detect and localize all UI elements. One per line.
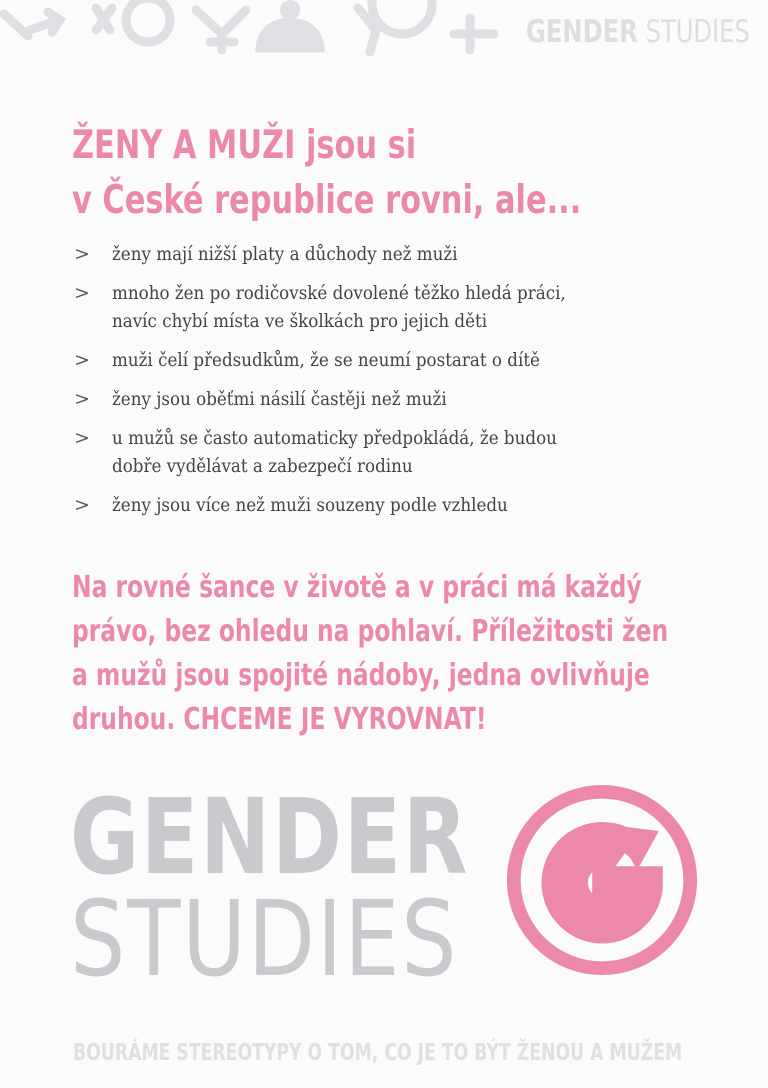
bullet-marker: > xyxy=(74,494,90,516)
female-symbol-icon xyxy=(196,10,246,50)
bullet-marker: > xyxy=(74,349,90,371)
list-item xyxy=(72,279,692,335)
list-item xyxy=(72,424,692,480)
bullet-line: dobře vydělávat a zabezpečí rodinu xyxy=(112,455,413,477)
bullet-marker: > xyxy=(74,427,90,449)
list-item xyxy=(72,491,692,519)
header-brand-bold: GENDER xyxy=(526,14,638,50)
statement-line-2: právo, bez ohledu na pohlaví. Příležitosti žen xyxy=(72,614,669,649)
bullet-line: u mužů se často automaticky předpokládá, že budou xyxy=(112,427,557,449)
logo-word-gender: GENDER xyxy=(70,776,470,898)
statement-line-1: Na rovné šance v životě a v práci má každý xyxy=(72,570,642,605)
bullet-line: ženy jsou více než muži souzeny podle vzhledu xyxy=(112,494,508,516)
bullet-marker: > xyxy=(74,243,90,265)
bullet-text xyxy=(112,346,675,374)
header-brand xyxy=(526,14,750,50)
statement-line-3: a mužů jsou spojité nádoby, jedna ovlivňuje xyxy=(72,658,650,693)
headline-line-1: ŽENY A MUŽI jsou si xyxy=(72,123,417,168)
statement-paragraph xyxy=(72,566,668,742)
mars-symbol-icon xyxy=(4,12,60,36)
tagline: BOURÁME STEREOTYPY O TOM, CO JE TO BÝT ŽENOU A MUŽEM xyxy=(73,1040,683,1066)
header-brand-light: STUDIES xyxy=(645,14,750,50)
bullet-text xyxy=(112,491,675,519)
venus-symbol-icon xyxy=(96,0,170,42)
logo-word-studies: STUDIES xyxy=(70,878,459,1000)
list-item xyxy=(72,346,692,374)
plus-symbol-icon xyxy=(454,18,494,50)
list-item xyxy=(72,240,692,268)
gender-symbols-strip xyxy=(0,0,520,60)
headline-line-2: v České republice rovni, ale... xyxy=(72,178,582,223)
bullet-line: muži čelí předsudkům, že se neumí postarat o dítě xyxy=(112,349,540,371)
statement-line-4: druhou. CHCEME JE VYROVNAT! xyxy=(72,702,487,737)
circular-arrow-g-icon xyxy=(504,782,700,978)
bullet-line: ženy mají nižší platy a důchody než muži xyxy=(112,243,458,265)
bullet-line: mnoho žen po rodičovské dovolené těžko hledá práci, xyxy=(112,282,566,304)
bullet-marker: > xyxy=(74,282,90,304)
bullet-text xyxy=(112,240,675,268)
person-symbol-icon xyxy=(260,0,320,48)
bullet-text xyxy=(112,385,675,413)
bullet-text xyxy=(112,279,675,335)
bullet-marker: > xyxy=(74,388,90,410)
list-item xyxy=(72,385,692,413)
male-symbol-icon xyxy=(358,0,432,52)
bullet-text xyxy=(112,424,675,480)
bullet-line: ženy jsou oběťmi násilí častěji než muži xyxy=(112,388,447,410)
bullet-list xyxy=(72,240,692,530)
bullet-line: navíc chybí místa ve školkách pro jejich děti xyxy=(112,310,488,332)
headline xyxy=(72,118,581,228)
